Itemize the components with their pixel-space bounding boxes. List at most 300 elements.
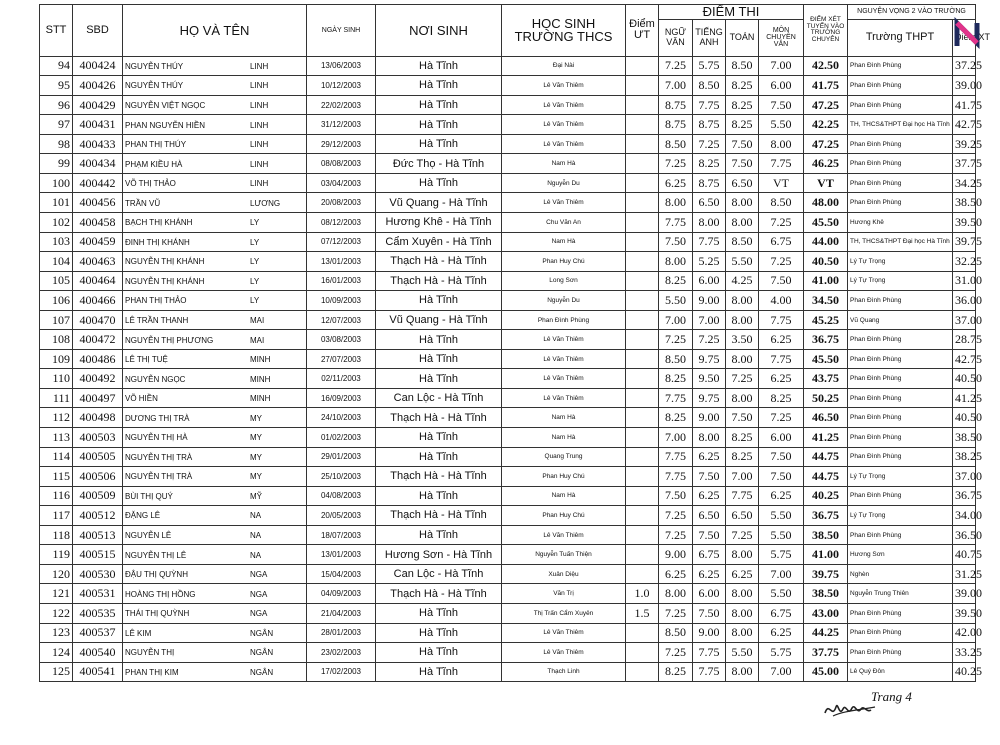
row-wish-school: Phan Đình Phùng (848, 525, 953, 545)
row-sbd: 400486 (73, 349, 123, 369)
row-name-last: MINH (250, 355, 271, 365)
row-birthplace: Thạch Hà - Hà Tĩnh (376, 584, 502, 604)
row-specialized: 6.00 (759, 428, 804, 448)
row-math: 8.00 (726, 349, 759, 369)
row-admission-score: 40.50 (804, 252, 848, 272)
row-name (123, 447, 307, 467)
row-school: Phan Huy Chú (502, 252, 626, 272)
row-english: 6.50 (693, 193, 726, 213)
row-math: 6.25 (726, 564, 759, 584)
table-row (40, 408, 976, 428)
row-name-first: NGUYỄN THỊ PHƯƠNG (125, 335, 214, 345)
row-specialized: 8.50 (759, 193, 804, 213)
row-name-first: ĐẬU THỊ QUỲNH (125, 570, 188, 580)
row-name-last: MINH (250, 374, 271, 384)
row-specialized: 8.25 (759, 388, 804, 408)
row-birthplace: Hương Khê - Hà Tĩnh (376, 213, 502, 233)
row-name (123, 506, 307, 526)
row-name-first: LÊ TRẦN THANH (125, 316, 189, 326)
row-wish-score: 34.25 (953, 173, 976, 193)
row-stt: 122 (40, 603, 73, 623)
row-name-last: LY (250, 257, 260, 267)
row-name (123, 408, 307, 428)
row-wish-score: 39.50 (953, 213, 976, 233)
row-name-last: NA (250, 550, 262, 560)
row-wish-school: TH, THCS&THPT Đại học Hà Tĩnh (848, 232, 953, 252)
row-name-last: NGÂN (250, 648, 274, 658)
row-priority (626, 56, 659, 76)
score-sheet (39, 4, 991, 689)
row-math: 8.25 (726, 428, 759, 448)
row-sbd: 400464 (73, 271, 123, 291)
row-birthplace: Thạch Hà - Hà Tĩnh (376, 408, 502, 428)
row-literature: 8.75 (659, 95, 693, 115)
row-literature: 7.25 (659, 56, 693, 76)
col-wish-group: NGUYỆN VỌNG 2 VÀO TRƯỜNG (848, 5, 976, 20)
row-specialized: 6.25 (759, 623, 804, 643)
row-dob: 08/12/2003 (307, 213, 376, 233)
row-birthplace: Hà Tĩnh (376, 369, 502, 389)
row-priority (626, 643, 659, 663)
row-birthplace: Can Lộc - Hà Tĩnh (376, 564, 502, 584)
row-birthplace: Hà Tĩnh (376, 291, 502, 311)
row-school: Phan Huy Chú (502, 506, 626, 526)
row-wish-school: Lý Tự Trọng (848, 252, 953, 272)
row-birthplace: Hà Tĩnh (376, 662, 502, 682)
row-name-first: PHAN THỊ KIM (125, 667, 179, 677)
col-school: HỌC SINH TRƯỜNG THCS (502, 5, 626, 57)
row-name-first: NGUYỄN THÚY (125, 61, 184, 71)
row-birthplace: Hà Tĩnh (376, 330, 502, 350)
row-admission-score: 40.25 (804, 486, 848, 506)
row-priority (626, 173, 659, 193)
row-dob: 25/10/2003 (307, 467, 376, 487)
row-name (123, 271, 307, 291)
row-wish-score: 41.25 (953, 388, 976, 408)
row-literature: 7.75 (659, 213, 693, 233)
row-birthplace: Hà Tĩnh (376, 76, 502, 96)
row-dob: 31/12/2003 (307, 115, 376, 135)
row-math: 8.00 (726, 623, 759, 643)
row-english: 9.75 (693, 349, 726, 369)
row-wish-school: Phan Đình Phùng (848, 134, 953, 154)
row-stt: 94 (40, 56, 73, 76)
row-admission-score: 41.25 (804, 428, 848, 448)
row-name-last: LINH (250, 159, 269, 169)
row-specialized: 7.25 (759, 408, 804, 428)
row-literature: 7.25 (659, 154, 693, 174)
row-stt: 115 (40, 467, 73, 487)
row-admission-score: 38.50 (804, 525, 848, 545)
row-name-last: LINH (250, 61, 269, 71)
row-english: 8.75 (693, 115, 726, 135)
row-priority (626, 95, 659, 115)
row-sbd: 400509 (73, 486, 123, 506)
row-wish-score: 39.00 (953, 76, 976, 96)
row-name-first: BÙI THỊ QUÝ (125, 491, 173, 501)
row-stt: 99 (40, 154, 73, 174)
row-admission-score: 39.75 (804, 564, 848, 584)
row-school: Nam Hà (502, 232, 626, 252)
row-name (123, 349, 307, 369)
row-wish-score: 42.00 (953, 623, 976, 643)
row-english: 7.50 (693, 525, 726, 545)
row-literature: 7.75 (659, 447, 693, 467)
row-priority (626, 213, 659, 233)
row-birthplace: Đức Thọ - Hà Tĩnh (376, 154, 502, 174)
row-wish-score: 40.25 (953, 662, 976, 682)
table-row (40, 154, 976, 174)
row-wish-score: 36.50 (953, 525, 976, 545)
row-math: 8.00 (726, 291, 759, 311)
row-priority (626, 271, 659, 291)
row-specialized: 5.50 (759, 115, 804, 135)
row-priority (626, 545, 659, 565)
row-wish-score: 39.25 (953, 134, 976, 154)
table-row (40, 349, 976, 369)
row-name-first: VÕ THỊ THẢO (125, 179, 176, 189)
row-stt: 104 (40, 252, 73, 272)
row-birthplace: Hương Sơn - Hà Tĩnh (376, 545, 502, 565)
row-school: Lê Văn Thiêm (502, 115, 626, 135)
row-english: 6.00 (693, 271, 726, 291)
row-name-first: NGUYỄN THỊ TRÀ (125, 472, 193, 482)
row-stt: 96 (40, 95, 73, 115)
row-wish-score: 39.50 (953, 603, 976, 623)
row-dob: 04/09/2003 (307, 584, 376, 604)
row-school: Phan Huy Chú (502, 467, 626, 487)
row-birthplace: Hà Tĩnh (376, 623, 502, 643)
row-stt: 111 (40, 388, 73, 408)
row-wish-school: Phan Đình Phùng (848, 154, 953, 174)
row-stt: 98 (40, 134, 73, 154)
row-stt: 112 (40, 408, 73, 428)
row-math: 8.00 (726, 545, 759, 565)
row-math: 8.50 (726, 232, 759, 252)
row-dob: 17/02/2003 (307, 662, 376, 682)
row-sbd: 400497 (73, 388, 123, 408)
row-math: 8.00 (726, 662, 759, 682)
row-literature: 7.25 (659, 525, 693, 545)
row-admission-score: 46.50 (804, 408, 848, 428)
row-wish-score: 40.50 (953, 369, 976, 389)
row-name (123, 134, 307, 154)
col-wish-score: Điểm XT (953, 19, 976, 56)
row-dob: 20/05/2003 (307, 506, 376, 526)
row-birthplace: Thạch Hà - Hà Tĩnh (376, 271, 502, 291)
row-wish-score: 38.25 (953, 447, 976, 467)
row-school: Xuân Diệu (502, 564, 626, 584)
row-specialized: 5.50 (759, 506, 804, 526)
row-wish-school: Phan Đình Phùng (848, 76, 953, 96)
row-dob: 13/01/2003 (307, 252, 376, 272)
row-school: Lê Văn Thiêm (502, 76, 626, 96)
row-wish-school: Hương Khê (848, 213, 953, 233)
row-sbd: 400506 (73, 467, 123, 487)
row-wish-school: Phan Đình Phùng (848, 408, 953, 428)
row-english: 7.75 (693, 232, 726, 252)
row-name-first: VÕ HIỀN (125, 394, 158, 404)
row-priority (626, 349, 659, 369)
table-row (40, 584, 976, 604)
row-school: Lê Văn Thiêm (502, 95, 626, 115)
row-wish-score: 41.75 (953, 95, 976, 115)
row-stt: 95 (40, 76, 73, 96)
row-dob: 04/08/2003 (307, 486, 376, 506)
col-priority: Điểm ƯT (626, 5, 659, 57)
row-name-last: MAI (250, 316, 265, 326)
row-birthplace: Thạch Hà - Hà Tĩnh (376, 506, 502, 526)
col-specialized: MÔN CHUYÊN VĂN (759, 19, 804, 56)
row-dob: 28/01/2003 (307, 623, 376, 643)
row-name-last: LY (250, 218, 260, 228)
row-name (123, 486, 307, 506)
row-specialized: 7.50 (759, 95, 804, 115)
table-row (40, 603, 976, 623)
row-stt: 113 (40, 428, 73, 448)
row-priority (626, 428, 659, 448)
table-row (40, 643, 976, 663)
row-math: 8.00 (726, 310, 759, 330)
row-admission-score: 45.25 (804, 310, 848, 330)
row-specialized: 7.50 (759, 467, 804, 487)
row-school: Lê Văn Thiêm (502, 388, 626, 408)
row-name (123, 603, 307, 623)
row-literature: 8.50 (659, 623, 693, 643)
row-english: 8.50 (693, 76, 726, 96)
row-sbd: 400503 (73, 428, 123, 448)
row-sbd: 400492 (73, 369, 123, 389)
row-english: 7.50 (693, 603, 726, 623)
row-sbd: 400512 (73, 506, 123, 526)
row-sbd: 400531 (73, 584, 123, 604)
row-birthplace: Hà Tĩnh (376, 134, 502, 154)
row-wish-score: 37.00 (953, 467, 976, 487)
table-row (40, 564, 976, 584)
row-sbd: 400456 (73, 193, 123, 213)
row-wish-school: Hương Sơn (848, 545, 953, 565)
table-row (40, 310, 976, 330)
row-specialized: 6.75 (759, 232, 804, 252)
row-dob: 01/02/2003 (307, 428, 376, 448)
row-specialized: VT (759, 173, 804, 193)
row-admission-score: 42.25 (804, 115, 848, 135)
row-wish-score: 39.00 (953, 584, 976, 604)
row-name (123, 95, 307, 115)
row-admission-score: VT (804, 173, 848, 193)
row-name-first: LÊ KIM (125, 628, 152, 638)
row-school: Lê Văn Thiêm (502, 193, 626, 213)
row-admission-score: 47.25 (804, 95, 848, 115)
row-sbd: 400470 (73, 310, 123, 330)
row-math: 8.25 (726, 95, 759, 115)
table-row (40, 134, 976, 154)
row-wish-school: Phan Đình Phùng (848, 623, 953, 643)
row-sbd: 400442 (73, 173, 123, 193)
row-name-first: PHẠM KIỀU HÀ (125, 159, 183, 169)
row-priority (626, 310, 659, 330)
row-dob: 13/06/2003 (307, 56, 376, 76)
row-name-last: LY (250, 276, 260, 286)
row-sbd: 400424 (73, 56, 123, 76)
row-stt: 107 (40, 310, 73, 330)
col-math: TOÁN (726, 19, 759, 56)
col-admission-score: ĐIỂM XÉT TUYỂN VÀO TRƯỜNG CHUYÊN (804, 5, 848, 57)
row-name (123, 330, 307, 350)
row-name (123, 584, 307, 604)
row-sbd: 400515 (73, 545, 123, 565)
row-wish-score: 37.00 (953, 310, 976, 330)
row-name (123, 428, 307, 448)
row-name (123, 291, 307, 311)
table-row (40, 525, 976, 545)
row-name-first: NGUYỄN THỊ KHÁNH (125, 257, 205, 267)
row-wish-school: Phan Đình Phùng (848, 603, 953, 623)
row-wish-score: 31.25 (953, 564, 976, 584)
row-wish-school: Lê Quý Đôn (848, 662, 953, 682)
row-specialized: 6.25 (759, 330, 804, 350)
row-math: 7.50 (726, 134, 759, 154)
row-name-last: LINH (250, 101, 269, 110)
col-exam-group: ĐIỂM THI (659, 5, 804, 20)
table-row (40, 447, 976, 467)
table-row (40, 486, 976, 506)
row-dob: 23/02/2003 (307, 643, 376, 663)
row-name (123, 388, 307, 408)
table-row (40, 213, 976, 233)
row-school: Lê Văn Thiêm (502, 330, 626, 350)
row-priority (626, 408, 659, 428)
row-name-first: LÊ THỊ TUỆ (125, 355, 168, 365)
row-admission-score: 41.00 (804, 271, 848, 291)
row-wish-score: 37.25 (953, 56, 976, 76)
row-specialized: 6.75 (759, 603, 804, 623)
row-english: 7.50 (693, 467, 726, 487)
row-wish-school: Lý Tự Trọng (848, 467, 953, 487)
row-name-first: TRẦN VŨ (125, 198, 161, 208)
row-math: 7.00 (726, 467, 759, 487)
row-name-first: NGUYỄN LÊ (125, 531, 172, 541)
row-wish-school: Phan Đình Phùng (848, 56, 953, 76)
table-row (40, 388, 976, 408)
table-row (40, 76, 976, 96)
row-math: 8.50 (726, 56, 759, 76)
row-name (123, 252, 307, 272)
row-dob: 21/04/2003 (307, 603, 376, 623)
table-row (40, 291, 976, 311)
row-literature: 7.00 (659, 310, 693, 330)
row-sbd: 400537 (73, 623, 123, 643)
table-row (40, 252, 976, 272)
row-dob: 24/10/2003 (307, 408, 376, 428)
row-dob: 29/12/2003 (307, 134, 376, 154)
row-priority (626, 330, 659, 350)
row-school: Nguyễn Du (502, 173, 626, 193)
row-specialized: 5.50 (759, 584, 804, 604)
row-english: 7.25 (693, 330, 726, 350)
row-name-last: LINH (250, 81, 269, 91)
row-name (123, 545, 307, 565)
row-math: 8.25 (726, 115, 759, 135)
row-school: Đại Nài (502, 56, 626, 76)
row-english: 7.00 (693, 310, 726, 330)
row-english: 7.75 (693, 643, 726, 663)
row-priority (626, 76, 659, 96)
row-birthplace: Hà Tĩnh (376, 525, 502, 545)
row-stt: 120 (40, 564, 73, 584)
row-dob: 29/01/2003 (307, 447, 376, 467)
row-name (123, 232, 307, 252)
row-wish-school: Lý Tự Trọng (848, 271, 953, 291)
row-school: Nguyễn Du (502, 291, 626, 311)
row-name (123, 564, 307, 584)
row-priority (626, 467, 659, 487)
row-priority (626, 564, 659, 584)
col-name: HỌ VÀ TÊN (123, 5, 307, 57)
row-name-last: MY (250, 472, 262, 482)
row-wish-score: 40.75 (953, 545, 976, 565)
row-birthplace: Hà Tĩnh (376, 447, 502, 467)
row-name-first: NGUYỄN THỊ KHÁNH (125, 276, 205, 286)
row-admission-score: 50.25 (804, 388, 848, 408)
table-row (40, 115, 976, 135)
row-school: Lê Văn Thiêm (502, 643, 626, 663)
row-math: 5.50 (726, 643, 759, 663)
table-row (40, 623, 976, 643)
row-school: Lê Văn Thiêm (502, 623, 626, 643)
row-wish-school: Lý Tự Trọng (848, 506, 953, 526)
row-name-first: PHAN NGUYỄN HIỀN (125, 120, 206, 130)
col-dob: NGÀY SINH (307, 5, 376, 57)
row-english: 6.75 (693, 545, 726, 565)
row-dob: 18/07/2003 (307, 525, 376, 545)
row-math: 7.75 (726, 486, 759, 506)
row-priority (626, 232, 659, 252)
row-wish-school: Phan Đình Phùng (848, 388, 953, 408)
row-sbd: 400434 (73, 154, 123, 174)
row-wish-school: Phan Đình Phùng (848, 173, 953, 193)
row-admission-score: 44.00 (804, 232, 848, 252)
row-admission-score: 44.75 (804, 447, 848, 467)
row-math: 6.50 (726, 173, 759, 193)
row-birthplace: Can Lộc - Hà Tĩnh (376, 388, 502, 408)
row-english: 7.25 (693, 134, 726, 154)
row-literature: 8.25 (659, 408, 693, 428)
row-birthplace: Hà Tĩnh (376, 173, 502, 193)
table-row (40, 232, 976, 252)
row-stt: 121 (40, 584, 73, 604)
row-english: 8.00 (693, 213, 726, 233)
row-stt: 109 (40, 349, 73, 369)
row-specialized: 4.00 (759, 291, 804, 311)
row-name (123, 173, 307, 193)
row-literature: 8.50 (659, 134, 693, 154)
row-wish-score: 28.75 (953, 330, 976, 350)
row-wish-score: 39.75 (953, 232, 976, 252)
row-admission-score: 46.25 (804, 154, 848, 174)
row-school: Nguyễn Tuấn Thiện (502, 545, 626, 565)
row-school: Lê Văn Thiêm (502, 349, 626, 369)
row-name-last: NGA (250, 589, 268, 599)
row-priority: 1.0 (626, 584, 659, 604)
table-row (40, 271, 976, 291)
row-dob: 07/12/2003 (307, 232, 376, 252)
row-dob: 15/04/2003 (307, 564, 376, 584)
row-dob: 13/01/2003 (307, 545, 376, 565)
row-priority (626, 291, 659, 311)
row-specialized: 6.00 (759, 76, 804, 96)
row-name-first: DƯƠNG THỊ TRÀ (125, 413, 190, 423)
